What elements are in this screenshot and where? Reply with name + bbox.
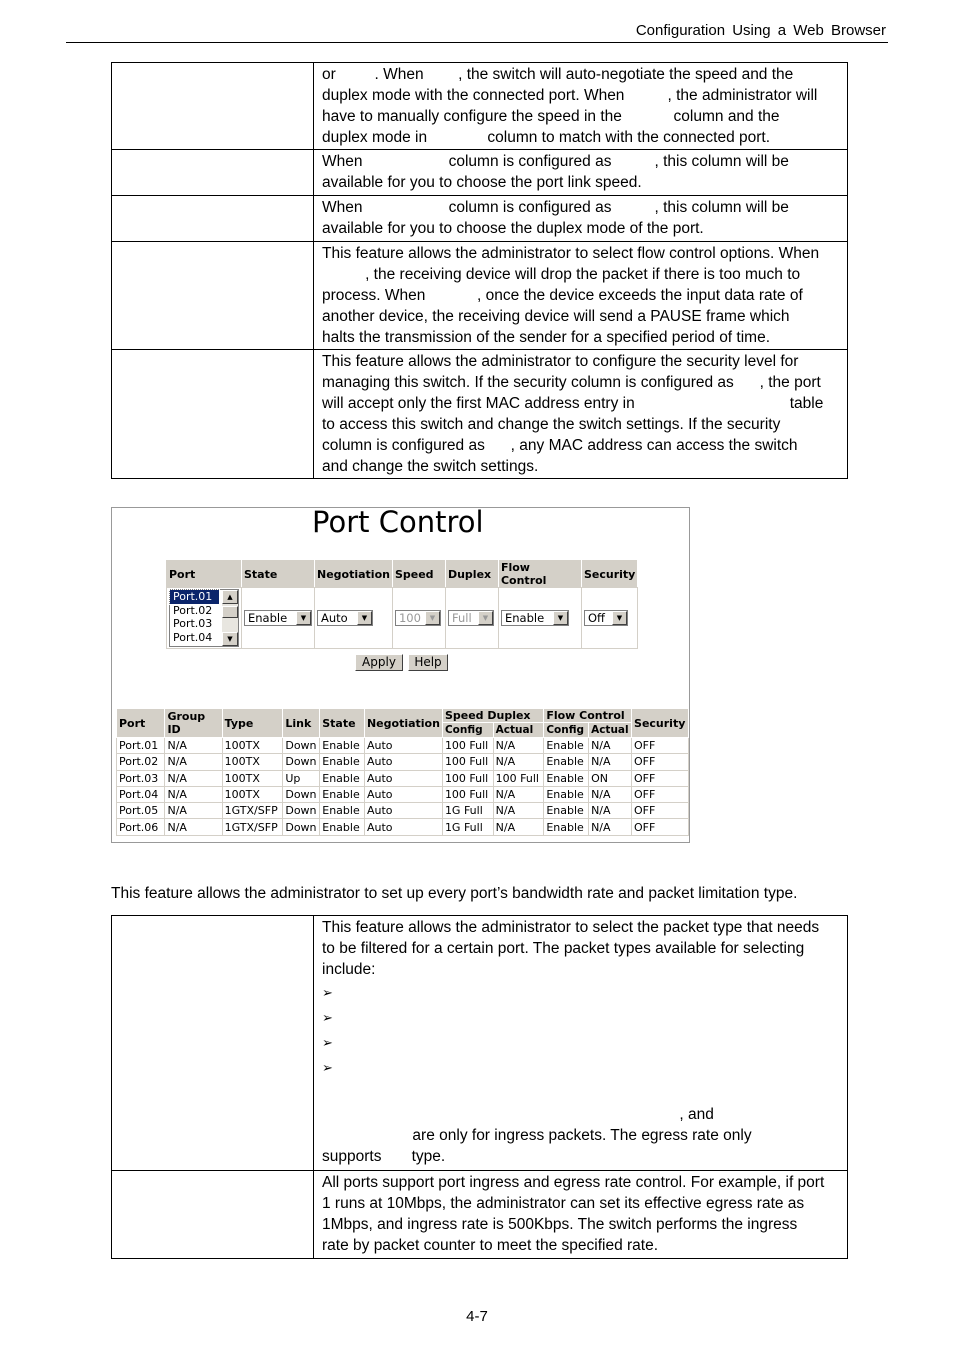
table-cell: 1G Full — [442, 819, 493, 835]
text-line: available for you to choose the port link speed. — [322, 174, 642, 191]
col-speed: Speed — [392, 561, 445, 588]
table-row — [112, 196, 848, 242]
form-header-row — [167, 561, 638, 588]
table-cell: OFF — [632, 786, 689, 802]
table-cell: 1GTX/SFP — [222, 803, 283, 819]
port-control-form — [166, 560, 638, 649]
table-cell: Enable — [320, 786, 365, 802]
table-cell: Enable — [544, 770, 589, 786]
text-line: column is configured as , any MAC address can access the switch — [322, 437, 798, 454]
text-line: duplex mode in column to match with the connected port. — [322, 129, 771, 146]
state-cell — [242, 588, 315, 649]
col-port: Port — [167, 561, 242, 588]
status-col-negotiation: Negotiation — [364, 709, 442, 738]
table-cell: Port.04 — [117, 786, 165, 802]
col-negotiation: Negotiation — [315, 561, 393, 588]
status-col-type: Type — [222, 709, 283, 738]
table-cell: N/A — [589, 738, 632, 754]
table-cell: OFF — [632, 770, 689, 786]
status-col-flow-control: Flow Control — [544, 709, 632, 723]
listbox-scrollbar[interactable] — [222, 590, 238, 646]
table-cell: ON — [589, 770, 632, 786]
table-row — [117, 738, 689, 754]
table-cell: N/A — [589, 803, 632, 819]
table-cell: 100 Full — [442, 770, 493, 786]
table-cell: Enable — [544, 754, 589, 770]
table-cell: N/A — [165, 819, 222, 835]
status-col-port: Port — [117, 709, 165, 738]
table-cell: Port.06 — [117, 819, 165, 835]
port-settings-table — [111, 62, 848, 479]
term-cell — [112, 242, 314, 350]
header-rule — [66, 42, 888, 43]
status-col-sd-config: Config — [442, 723, 493, 738]
description-cell — [314, 1171, 848, 1259]
chevron-down-icon[interactable]: ▼ — [425, 611, 440, 625]
state-select[interactable] — [244, 610, 312, 626]
description-cell — [314, 196, 848, 242]
text-line: have to manually configure the speed in the column and the — [322, 108, 780, 125]
duplex-cell — [445, 588, 498, 649]
table-cell: Up — [283, 770, 320, 786]
table-cell: Port.01 — [117, 738, 165, 754]
security-select[interactable] — [584, 610, 628, 626]
table-cell: N/A — [589, 786, 632, 802]
text-line: rate by packet counter to meet the specified rate. — [322, 1237, 659, 1254]
table-cell: Enable — [320, 803, 365, 819]
table-cell: N/A — [589, 819, 632, 835]
speed-value: 100 — [398, 611, 421, 625]
chevron-down-icon[interactable]: ▼ — [357, 611, 372, 625]
bullet-arrow-icon: ➢ — [322, 1035, 333, 1050]
port-option[interactable]: Port.03 — [173, 617, 213, 630]
help-button[interactable]: Help — [408, 654, 448, 671]
port-option[interactable]: Port.04 — [173, 630, 213, 644]
status-header-row — [117, 709, 689, 723]
chevron-down-icon[interactable]: ▼ — [296, 611, 311, 625]
col-security: Security — [581, 561, 637, 588]
text-line: , and — [322, 1106, 714, 1123]
text-line: to access this switch and change the switch settings. If the security — [322, 416, 781, 433]
state-value: Enable — [248, 611, 288, 625]
text-line: 1Mbps, and ingress rate is 500Kbps. The switch performs the ingress — [322, 1216, 798, 1233]
chevron-down-icon[interactable]: ▼ — [553, 611, 568, 625]
col-flow-control: Flow Control — [498, 561, 581, 588]
term-cell — [112, 916, 314, 1171]
port-status-table — [116, 708, 689, 836]
table-cell: OFF — [632, 819, 689, 835]
description-cell — [314, 63, 848, 150]
negotiation-value: Auto — [321, 611, 348, 625]
status-col-security: Security — [632, 709, 689, 738]
table-cell: Enable — [320, 738, 365, 754]
table-cell: N/A — [165, 786, 222, 802]
page-number: 4-7 — [466, 1308, 488, 1325]
table-cell: Auto — [364, 803, 442, 819]
port-option[interactable]: Port.01 — [170, 590, 219, 604]
negotiation-select[interactable] — [317, 610, 373, 626]
table-cell: Down — [283, 738, 320, 754]
text-line: or . When , the switch will auto-negotiate the speed and the — [322, 66, 794, 83]
table-cell: Auto — [364, 770, 442, 786]
apply-button[interactable]: Apply — [355, 654, 403, 671]
table-row — [112, 916, 848, 1171]
status-col-link: Link — [283, 709, 320, 738]
table-row — [117, 803, 689, 819]
table-cell: Down — [283, 803, 320, 819]
table-cell: N/A — [165, 754, 222, 770]
table-cell: 100TX — [222, 738, 283, 754]
text-line: This feature allows the administrator to configure the security level for — [322, 353, 799, 370]
text-line: to be filtered for a certain port. The packet types available for selecting — [322, 940, 805, 957]
description-cell — [314, 350, 848, 479]
table-cell: Auto — [364, 754, 442, 770]
table-cell: Enable — [544, 738, 589, 754]
table-row — [112, 63, 848, 150]
term-cell — [112, 350, 314, 479]
speed-select[interactable] — [395, 610, 441, 626]
table-cell: N/A — [165, 770, 222, 786]
text-line: duplex mode with the connected port. When , the administrator will — [322, 87, 818, 104]
port-option[interactable]: Port.02 — [173, 603, 213, 617]
table-cell: N/A — [493, 803, 544, 819]
table-row — [117, 770, 689, 786]
table-cell: N/A — [493, 786, 544, 802]
table-cell: 100 Full — [442, 786, 493, 802]
table-cell: 100TX — [222, 770, 283, 786]
table-cell: Auto — [364, 819, 442, 835]
table-cell: Port.03 — [117, 770, 165, 786]
status-col-state: State — [320, 709, 365, 738]
speed-cell — [392, 588, 445, 649]
text-line: another device, the receiving device will send a PAUSE frame which — [322, 308, 790, 325]
running-header: Configuration Using a Web Browser — [635, 22, 886, 39]
table-cell: 100 Full — [493, 770, 544, 786]
duplex-value: Full — [451, 611, 472, 625]
text-line: When column is configured as , this column will be — [322, 199, 789, 216]
table-cell: Enable — [544, 819, 589, 835]
spacer — [322, 1080, 839, 1104]
table-row — [112, 242, 848, 350]
table-cell: 1GTX/SFP — [222, 819, 283, 835]
bullet-arrow-icon: ➢ — [322, 1060, 333, 1075]
negotiation-cell — [315, 588, 393, 649]
status-col-speed-duplex: Speed Duplex — [442, 709, 543, 723]
port-control-title: Port Control — [312, 505, 484, 539]
table-cell: Port.05 — [117, 803, 165, 819]
form-input-row — [167, 588, 638, 649]
table-cell: 100 Full — [442, 754, 493, 770]
table-cell: Enable — [544, 786, 589, 802]
chevron-down-icon[interactable]: ▼ — [612, 611, 627, 625]
text-line: When column is configured as , this column will be — [322, 153, 789, 170]
text-line: are only for ingress packets. The egress rate only — [322, 1127, 752, 1144]
text-line: This feature allows the administrator to select the packet type that needs — [322, 919, 820, 936]
table-cell: 1G Full — [442, 803, 493, 819]
flow-control-value: Enable — [504, 611, 545, 625]
port-cell — [167, 588, 242, 649]
text-line: supports type. — [322, 1148, 446, 1165]
description-cell — [314, 916, 848, 1171]
text-line: 1 runs at 10Mbps, the administrator can set its effective egress rate as — [322, 1195, 805, 1212]
term-cell — [112, 196, 314, 242]
table-row — [117, 786, 689, 802]
table-cell: N/A — [589, 754, 632, 770]
table-row — [112, 350, 848, 479]
text-line: process. When , once the device exceeds the input data rate of — [322, 287, 803, 304]
port-control-screenshot — [111, 507, 690, 843]
bullet-arrow-icon: ➢ — [322, 985, 333, 1000]
table-cell: 100TX — [222, 786, 283, 802]
col-state: State — [242, 561, 315, 588]
chevron-down-icon[interactable]: ▼ — [478, 611, 493, 625]
port-listbox[interactable] — [169, 589, 239, 647]
scroll-up-icon[interactable]: ▲ — [222, 590, 238, 604]
table-cell: N/A — [493, 819, 544, 835]
text-line: available for you to choose the duplex mode of the port. — [322, 220, 704, 237]
table-cell: OFF — [632, 803, 689, 819]
duplex-select[interactable] — [448, 610, 494, 626]
status-col-group-id: Group ID — [165, 709, 222, 738]
table-cell: Auto — [364, 786, 442, 802]
term-cell — [112, 1171, 314, 1259]
text-line: , the receiving device will drop the packet if there is too much to — [322, 266, 801, 283]
table-cell: Down — [283, 754, 320, 770]
table-cell: Enable — [544, 803, 589, 819]
description-cell — [314, 150, 848, 196]
text-line: managing this switch. If the security column is configured as , the port — [322, 374, 821, 391]
table-cell: Enable — [320, 770, 365, 786]
table-cell: N/A — [493, 738, 544, 754]
description-cell — [314, 242, 848, 350]
col-duplex: Duplex — [445, 561, 498, 588]
status-col-sd-actual: Actual — [493, 723, 544, 738]
text-line: halts the transmission of the sender for a specified period of time. — [322, 329, 771, 346]
table-cell: Enable — [320, 819, 365, 835]
status-col-fc-actual: Actual — [589, 723, 632, 738]
scroll-down-icon[interactable]: ▼ — [222, 632, 238, 646]
term-cell — [112, 150, 314, 196]
flow-control-select[interactable] — [501, 610, 569, 626]
rate-control-table — [111, 915, 848, 1259]
table-cell: Down — [283, 786, 320, 802]
term-cell — [112, 63, 314, 150]
table-cell: N/A — [165, 803, 222, 819]
table-row — [112, 1171, 848, 1259]
security-value: Off — [587, 611, 605, 625]
table-cell: Down — [283, 819, 320, 835]
table-cell: N/A — [493, 754, 544, 770]
text-line: will accept only the first MAC address entry in table — [322, 395, 824, 412]
text-line: and change the switch settings. — [322, 458, 539, 475]
security-cell — [581, 588, 637, 649]
status-table-body — [117, 738, 689, 836]
table-row — [117, 754, 689, 770]
status-col-fc-config: Config — [544, 723, 589, 738]
flow-control-cell — [498, 588, 581, 649]
table-cell: 100 Full — [442, 738, 493, 754]
table-cell: 100TX — [222, 754, 283, 770]
text-line: This feature allows the administrator to select flow control options. When — [322, 245, 820, 262]
table-cell: Enable — [320, 754, 365, 770]
table-row — [117, 819, 689, 835]
scroll-thumb[interactable] — [222, 606, 238, 618]
table-row — [112, 150, 848, 196]
table-cell: Port.02 — [117, 754, 165, 770]
bullet-arrow-icon: ➢ — [322, 1010, 333, 1025]
table-cell: OFF — [632, 738, 689, 754]
table-cell: OFF — [632, 754, 689, 770]
text-line: include: — [322, 961, 376, 978]
text-line: All ports support port ingress and egress rate control. For example, if port — [322, 1174, 825, 1191]
table-cell: N/A — [165, 738, 222, 754]
section-intro: This feature allows the administrator to set up every port’s bandwidth rate and packet limitation type. — [111, 885, 798, 902]
table-cell: Auto — [364, 738, 442, 754]
